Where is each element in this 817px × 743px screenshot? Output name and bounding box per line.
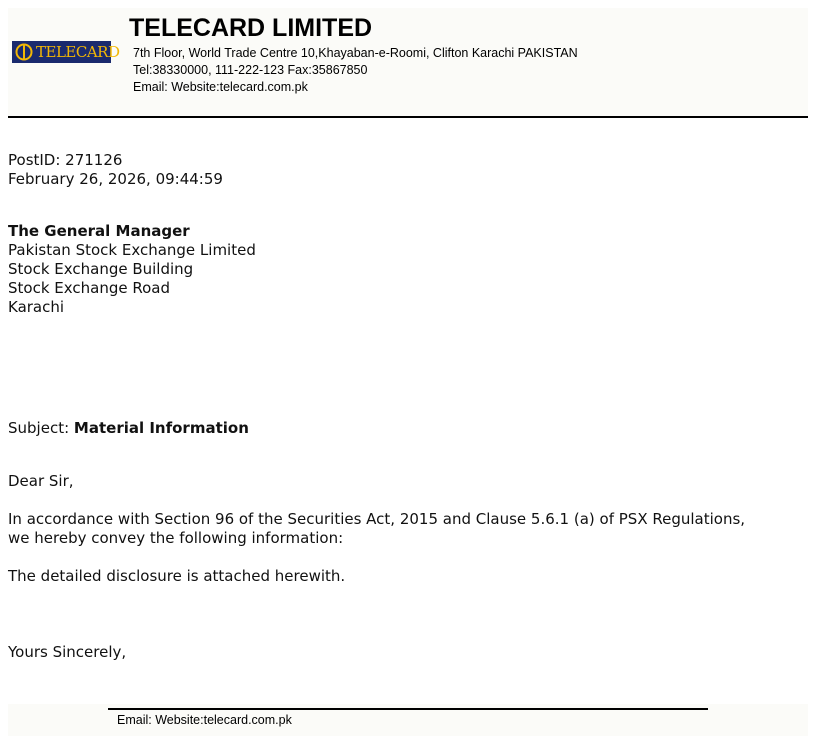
footer-divider: [108, 708, 708, 710]
recipient-line: Karachi: [8, 298, 65, 316]
footer-email: Email: Website:telecard.com.pk: [117, 713, 292, 727]
post-date: February 26, 2026, 09:44:59: [8, 170, 223, 188]
post-id: PostID: 271126: [8, 151, 123, 169]
closing: Yours Sincerely,: [8, 643, 127, 661]
recipient-line: Pakistan Stock Exchange Limited: [8, 241, 256, 259]
body-paragraph-line: In accordance with Section 96 of the Securities Act, 2015 and Clause 5.6.1 (a) of PSX Regulations,: [8, 510, 746, 528]
company-name: TELECARD LIMITED: [129, 14, 373, 42]
subject-line: [8, 419, 249, 438]
letterhead: [8, 8, 808, 116]
recipient-title: The General Manager: [8, 222, 190, 240]
body-disclosure-note: The detailed disclosure is attached herewith.: [8, 567, 346, 585]
company-logo: [12, 41, 120, 63]
company-phone: Tel:38330000, 111-222-123 Fax:35867850: [133, 63, 368, 77]
logo-text: TELECARD: [36, 43, 120, 61]
recipient-line: Stock Exchange Building: [8, 260, 194, 278]
company-email: Email: Website:telecard.com.pk: [133, 80, 308, 94]
body-paragraph-line: we hereby convey the following information:: [8, 529, 344, 547]
header-divider: [8, 116, 808, 118]
telecard-logo-icon: [15, 43, 33, 61]
company-address: 7th Floor, World Trade Centre 10,Khayaban-e-Roomi, Clifton Karachi PAKISTAN: [133, 46, 578, 60]
salutation: Dear Sir,: [8, 472, 74, 490]
recipient-line: Stock Exchange Road: [8, 279, 170, 297]
subject-text: Material Information: [73, 419, 249, 437]
subject-label: Subject:: [8, 419, 70, 437]
